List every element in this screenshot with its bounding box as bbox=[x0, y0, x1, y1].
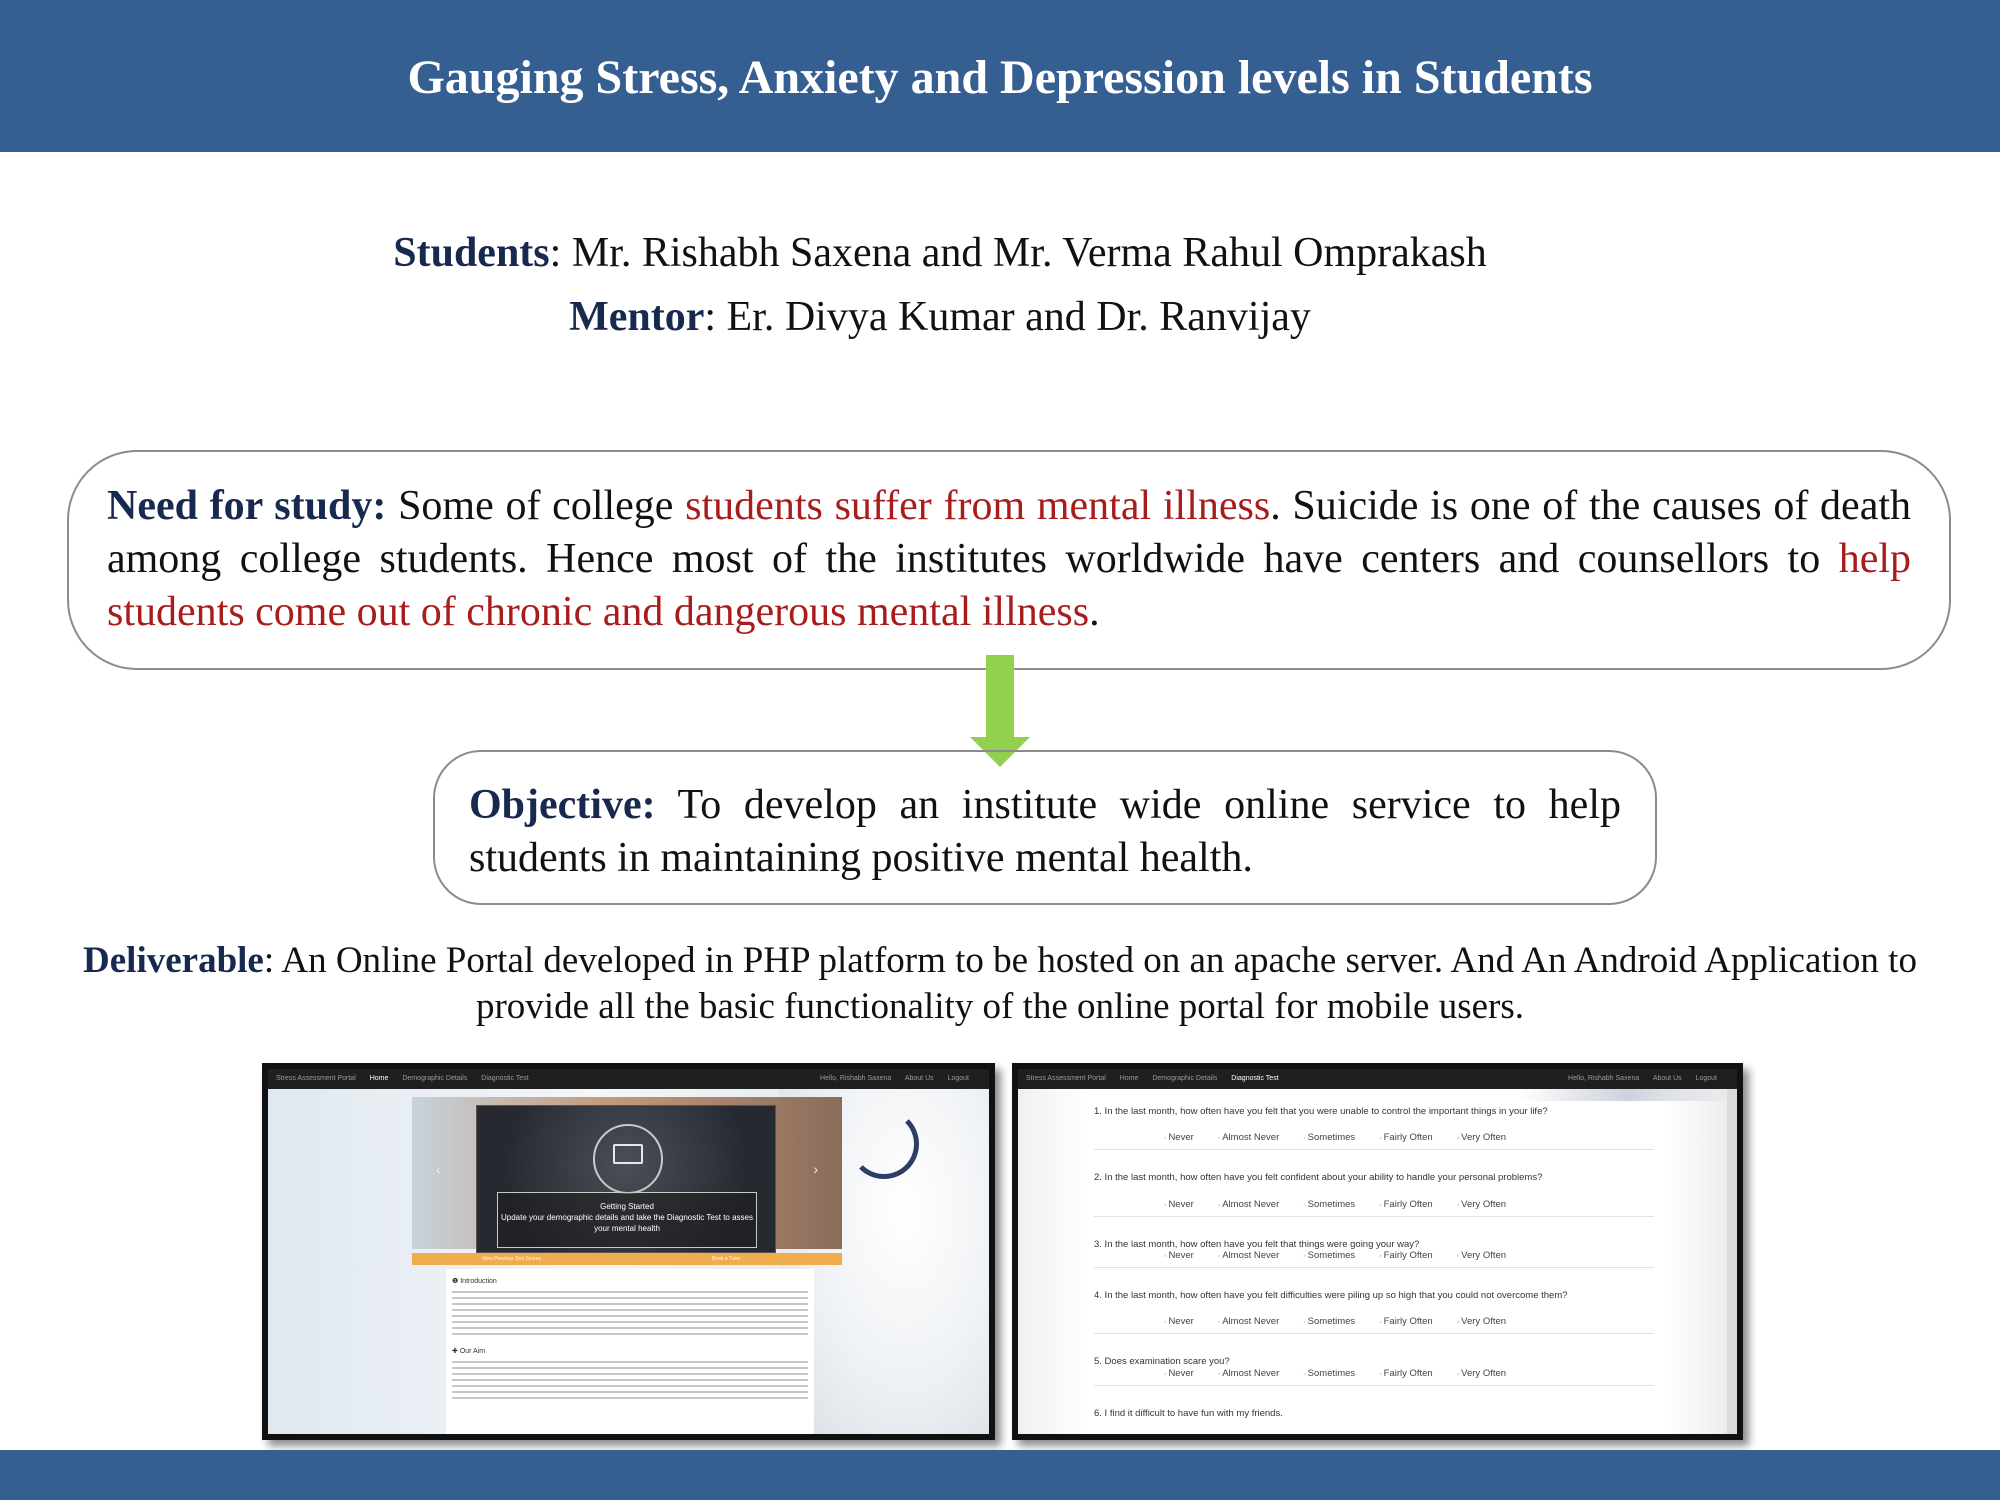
nav-demographic-2: Demographic Details bbox=[1152, 1075, 1218, 1082]
info-icon: ❶ bbox=[452, 1278, 461, 1285]
objective-box bbox=[433, 750, 1657, 905]
intro-text-lines bbox=[452, 1291, 808, 1339]
nav-demographic: Demographic Details bbox=[402, 1075, 468, 1082]
diagnostic-body bbox=[1018, 1089, 1737, 1434]
action-bar bbox=[412, 1253, 842, 1265]
nav-diagnostic: Diagnostic Test bbox=[481, 1075, 529, 1082]
nav-logout-2: Logout bbox=[1695, 1075, 1717, 1082]
need-highlight-1: students suffer from mental illness bbox=[685, 483, 1271, 529]
deliverable-body: : An Online Portal developed in PHP platform to be hosted on an apache server. And An Android Application to provide all the basic functionality of the online portal for mobile users. bbox=[263, 940, 1917, 1027]
nav-home-2: Home bbox=[1119, 1075, 1139, 1082]
options-2: ◦ Never◦ Almost Never◦ Sometimes◦ Fairly Often◦ Very Often bbox=[1164, 1199, 1644, 1210]
question-6: 6. I find it difficult to have fun with my friends. bbox=[1094, 1408, 1283, 1419]
need-text-2: . Suicide is one of the causes of death among college students. Hence most of the institutes worldwide have centers and counsellors to bbox=[107, 483, 1911, 582]
need-for-study-box bbox=[67, 450, 1951, 670]
options-1: ◦ Never◦ Almost Never◦ Sometimes◦ Fairly Often◦ Very Often bbox=[1164, 1132, 1644, 1143]
divider bbox=[1094, 1267, 1654, 1268]
book-tutor-link: Book a Tutor bbox=[712, 1256, 741, 1262]
need-label: Need for study: bbox=[107, 483, 387, 529]
nav-diagnostic-2: Diagnostic Test bbox=[1231, 1075, 1279, 1082]
aim-heading: ✚ Our Aim bbox=[452, 1348, 486, 1355]
carousel bbox=[412, 1097, 842, 1249]
mentor-line bbox=[0, 292, 1880, 342]
nav-about: About Us bbox=[904, 1075, 934, 1082]
previous-scores-link: View Previous Test Scores bbox=[482, 1256, 542, 1262]
objective-text: To develop an institute wide online service to help students in maintaining positive mental health. bbox=[469, 782, 1621, 881]
divider bbox=[1094, 1333, 1654, 1334]
carousel-next-icon: › bbox=[813, 1161, 818, 1177]
nav-hello-2: Hello, Rishabh Saxena bbox=[1568, 1075, 1640, 1082]
mentor-names: : Er. Divya Kumar and Dr. Ranvijay bbox=[704, 294, 1311, 340]
nav-brand: Stress Assessment Portal bbox=[276, 1075, 356, 1082]
nav-brand-2: Stress Assessment Portal bbox=[1026, 1075, 1106, 1082]
students-label: Students bbox=[393, 230, 550, 276]
page-title: Gauging Stress, Anxiety and Depression levels in Students bbox=[407, 51, 1593, 104]
footer-band bbox=[0, 1450, 2000, 1500]
options-5: ◦ Never◦ Almost Never◦ Sometimes◦ Fairly Often◦ Very Often bbox=[1164, 1368, 1644, 1379]
objective-label: Objective: bbox=[469, 782, 656, 828]
intro-heading: ❶ Introduction bbox=[452, 1278, 497, 1285]
students-line bbox=[0, 228, 1880, 278]
scrollbar bbox=[1727, 1089, 1737, 1434]
carousel-slide bbox=[476, 1105, 776, 1253]
nav-home: Home bbox=[369, 1075, 389, 1082]
need-highlight-2: help students come out of chronic and dangerous mental illness bbox=[107, 536, 1911, 635]
divider bbox=[1094, 1216, 1654, 1217]
need-text-1: Some of college bbox=[386, 483, 686, 529]
diagnostic-test-screenshot bbox=[1012, 1063, 1743, 1440]
question-4: 4. In the last month, how often have you felt difficulties were piling up so high that you could not overcome them? bbox=[1094, 1290, 1568, 1301]
nav-about-2: About Us bbox=[1652, 1075, 1682, 1082]
carousel-caption bbox=[497, 1192, 757, 1248]
plus-icon: ✚ bbox=[452, 1348, 460, 1355]
portal-navbar bbox=[268, 1069, 989, 1089]
divider bbox=[1094, 1385, 1654, 1386]
intro-panel bbox=[446, 1269, 814, 1434]
portal-navbar-2 bbox=[1018, 1069, 1737, 1089]
options-4: ◦ Never◦ Almost Never◦ Sometimes◦ Fairly Often◦ Very Often bbox=[1164, 1316, 1644, 1327]
nav-logout: Logout bbox=[947, 1075, 969, 1082]
question-3: 3. In the last month, how often have you felt that things were going your way? bbox=[1094, 1239, 1420, 1250]
laptop-icon bbox=[613, 1144, 643, 1164]
mentor-label: Mentor bbox=[569, 294, 705, 340]
aim-text-lines bbox=[452, 1361, 808, 1401]
nav-hello: Hello, Rishabh Saxena bbox=[820, 1075, 892, 1082]
deliverable-label: Deliverable bbox=[83, 940, 264, 981]
need-text-3: . bbox=[1089, 589, 1100, 635]
question-5: 5. Does examination scare you? bbox=[1094, 1356, 1230, 1367]
portal-home-screenshot bbox=[262, 1063, 995, 1440]
carousel-prev-icon: ‹ bbox=[436, 1161, 441, 1177]
question-1: 1. In the last month, how often have you felt that you were unable to control the important things in your life? bbox=[1094, 1106, 1548, 1117]
divider bbox=[1094, 1149, 1654, 1150]
caption-title: Getting Started bbox=[600, 1202, 654, 1211]
deliverable-text bbox=[60, 938, 1940, 1030]
stethoscope-icon bbox=[849, 1109, 919, 1179]
question-2: 2. In the last month, how often have you felt confident about your ability to handle your personal problems? bbox=[1094, 1172, 1543, 1183]
down-arrow-shaft bbox=[986, 655, 1014, 739]
options-3: ◦ Never◦ Almost Never◦ Sometimes◦ Fairly Often◦ Very Often bbox=[1164, 1250, 1644, 1261]
faded-banner bbox=[1518, 1089, 1737, 1101]
portal-home-body bbox=[268, 1089, 989, 1434]
caption-text: Update your demographic details and take the Diagnostic Test to asses your mental health bbox=[501, 1213, 753, 1233]
students-names: : Mr. Rishabh Saxena and Mr. Verma Rahul Omprakash bbox=[549, 230, 1487, 276]
